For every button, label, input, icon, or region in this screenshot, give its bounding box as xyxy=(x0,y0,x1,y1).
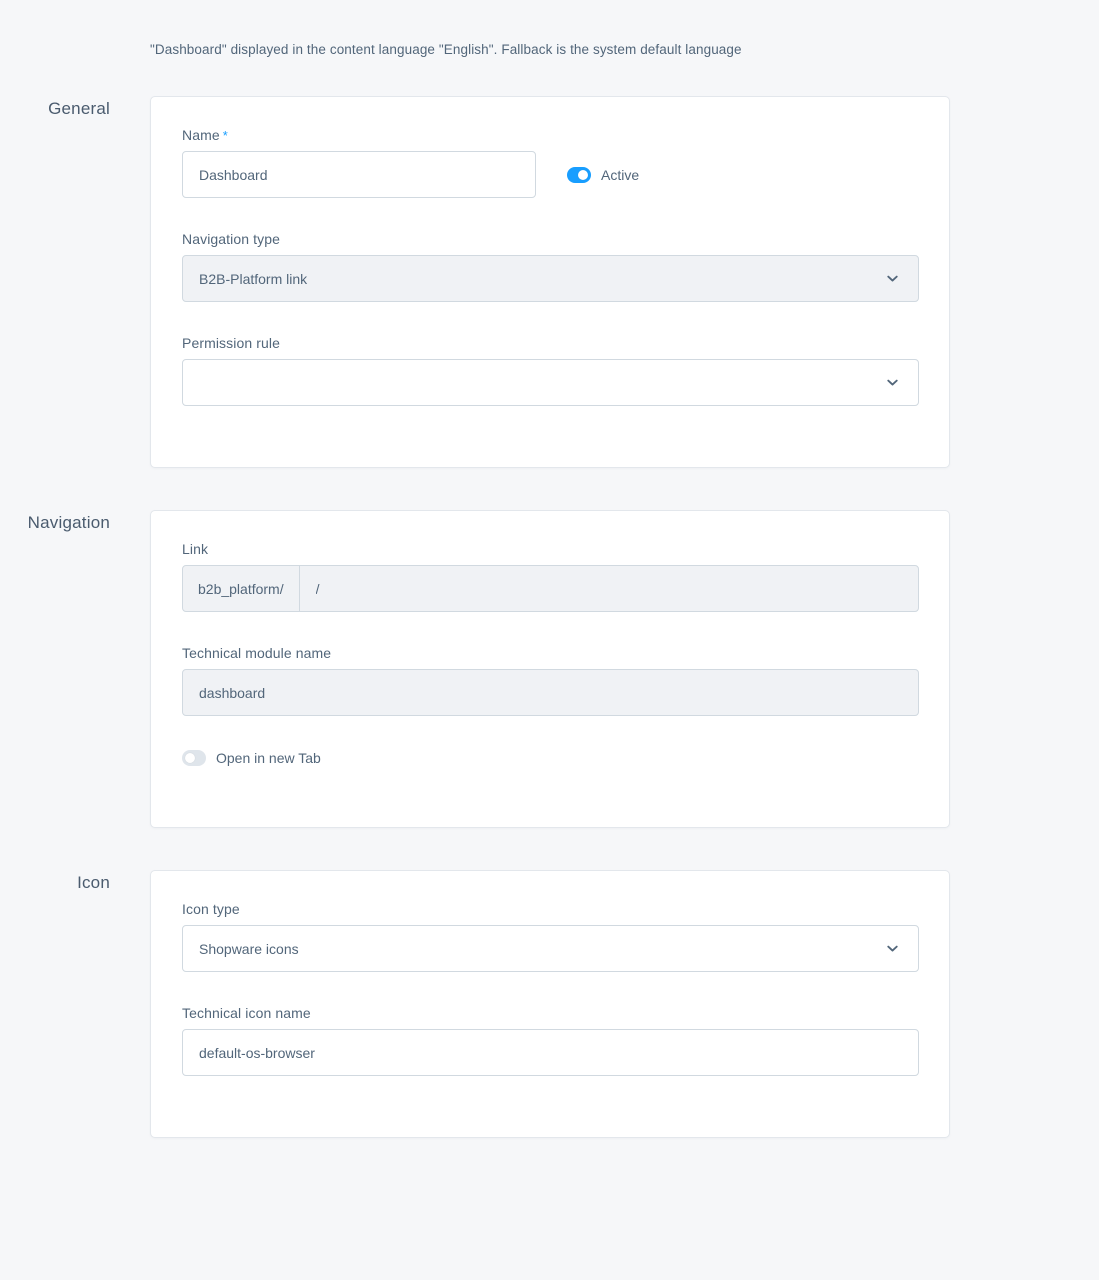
technical-icon-name-label: Technical icon name xyxy=(182,1005,311,1021)
language-fallback-description: "Dashboard" displayed in the content language "English". Fallback is the system default language xyxy=(150,42,742,57)
field-link xyxy=(182,542,918,612)
link-input[interactable] xyxy=(300,566,918,611)
navigation-card xyxy=(150,510,950,828)
field-navigation-type xyxy=(182,232,918,302)
permission-rule-label: Permission rule xyxy=(182,335,280,351)
section-title-navigation: Navigation xyxy=(27,513,110,532)
open-in-new-tab-row xyxy=(182,750,918,766)
icon-type-value: Shopware icons xyxy=(199,940,299,957)
toggle-knob xyxy=(185,753,195,763)
general-card xyxy=(150,96,950,468)
link-input-group xyxy=(182,565,919,612)
section-title-general: General xyxy=(48,99,110,118)
open-in-new-tab-label: Open in new Tab xyxy=(216,750,321,766)
active-label: Active xyxy=(601,166,640,183)
name-label: Name * xyxy=(182,127,228,143)
navigation-type-value: B2B-Platform link xyxy=(199,270,308,287)
technical-icon-name-input[interactable] xyxy=(182,1029,919,1076)
technical-module-name-label: Technical module name xyxy=(182,645,332,661)
section-general xyxy=(0,96,1099,468)
field-technical-icon-name xyxy=(182,1006,918,1076)
navigation-type-label: Navigation type xyxy=(182,231,281,247)
icon-type-select[interactable] xyxy=(182,925,919,972)
navigation-type-select[interactable] xyxy=(182,255,919,302)
section-navigation xyxy=(0,510,1099,828)
required-marker: * xyxy=(222,128,228,143)
settings-page xyxy=(0,42,1099,1280)
field-icon-type xyxy=(182,902,918,972)
icon-card xyxy=(150,870,950,1138)
active-toggle[interactable] xyxy=(567,167,591,183)
name-input[interactable] xyxy=(182,151,536,198)
section-icon xyxy=(0,870,1099,1138)
technical-module-name-input[interactable] xyxy=(182,669,919,716)
link-label: Link xyxy=(182,541,209,557)
link-prefix: b2b_platform/ xyxy=(183,566,300,611)
field-permission-rule xyxy=(182,336,918,406)
toggle-knob xyxy=(578,170,588,180)
open-in-new-tab-toggle[interactable] xyxy=(182,750,206,766)
icon-type-label: Icon type xyxy=(182,901,240,917)
field-open-in-new-tab xyxy=(182,750,918,766)
chevron-down-icon xyxy=(885,375,900,390)
field-name xyxy=(182,128,918,198)
chevron-down-icon xyxy=(885,271,900,286)
field-technical-module-name xyxy=(182,646,918,716)
chevron-down-icon xyxy=(885,941,900,956)
active-toggle-row xyxy=(567,167,639,183)
section-title-icon: Icon xyxy=(77,873,110,892)
permission-rule-select[interactable] xyxy=(182,359,919,406)
